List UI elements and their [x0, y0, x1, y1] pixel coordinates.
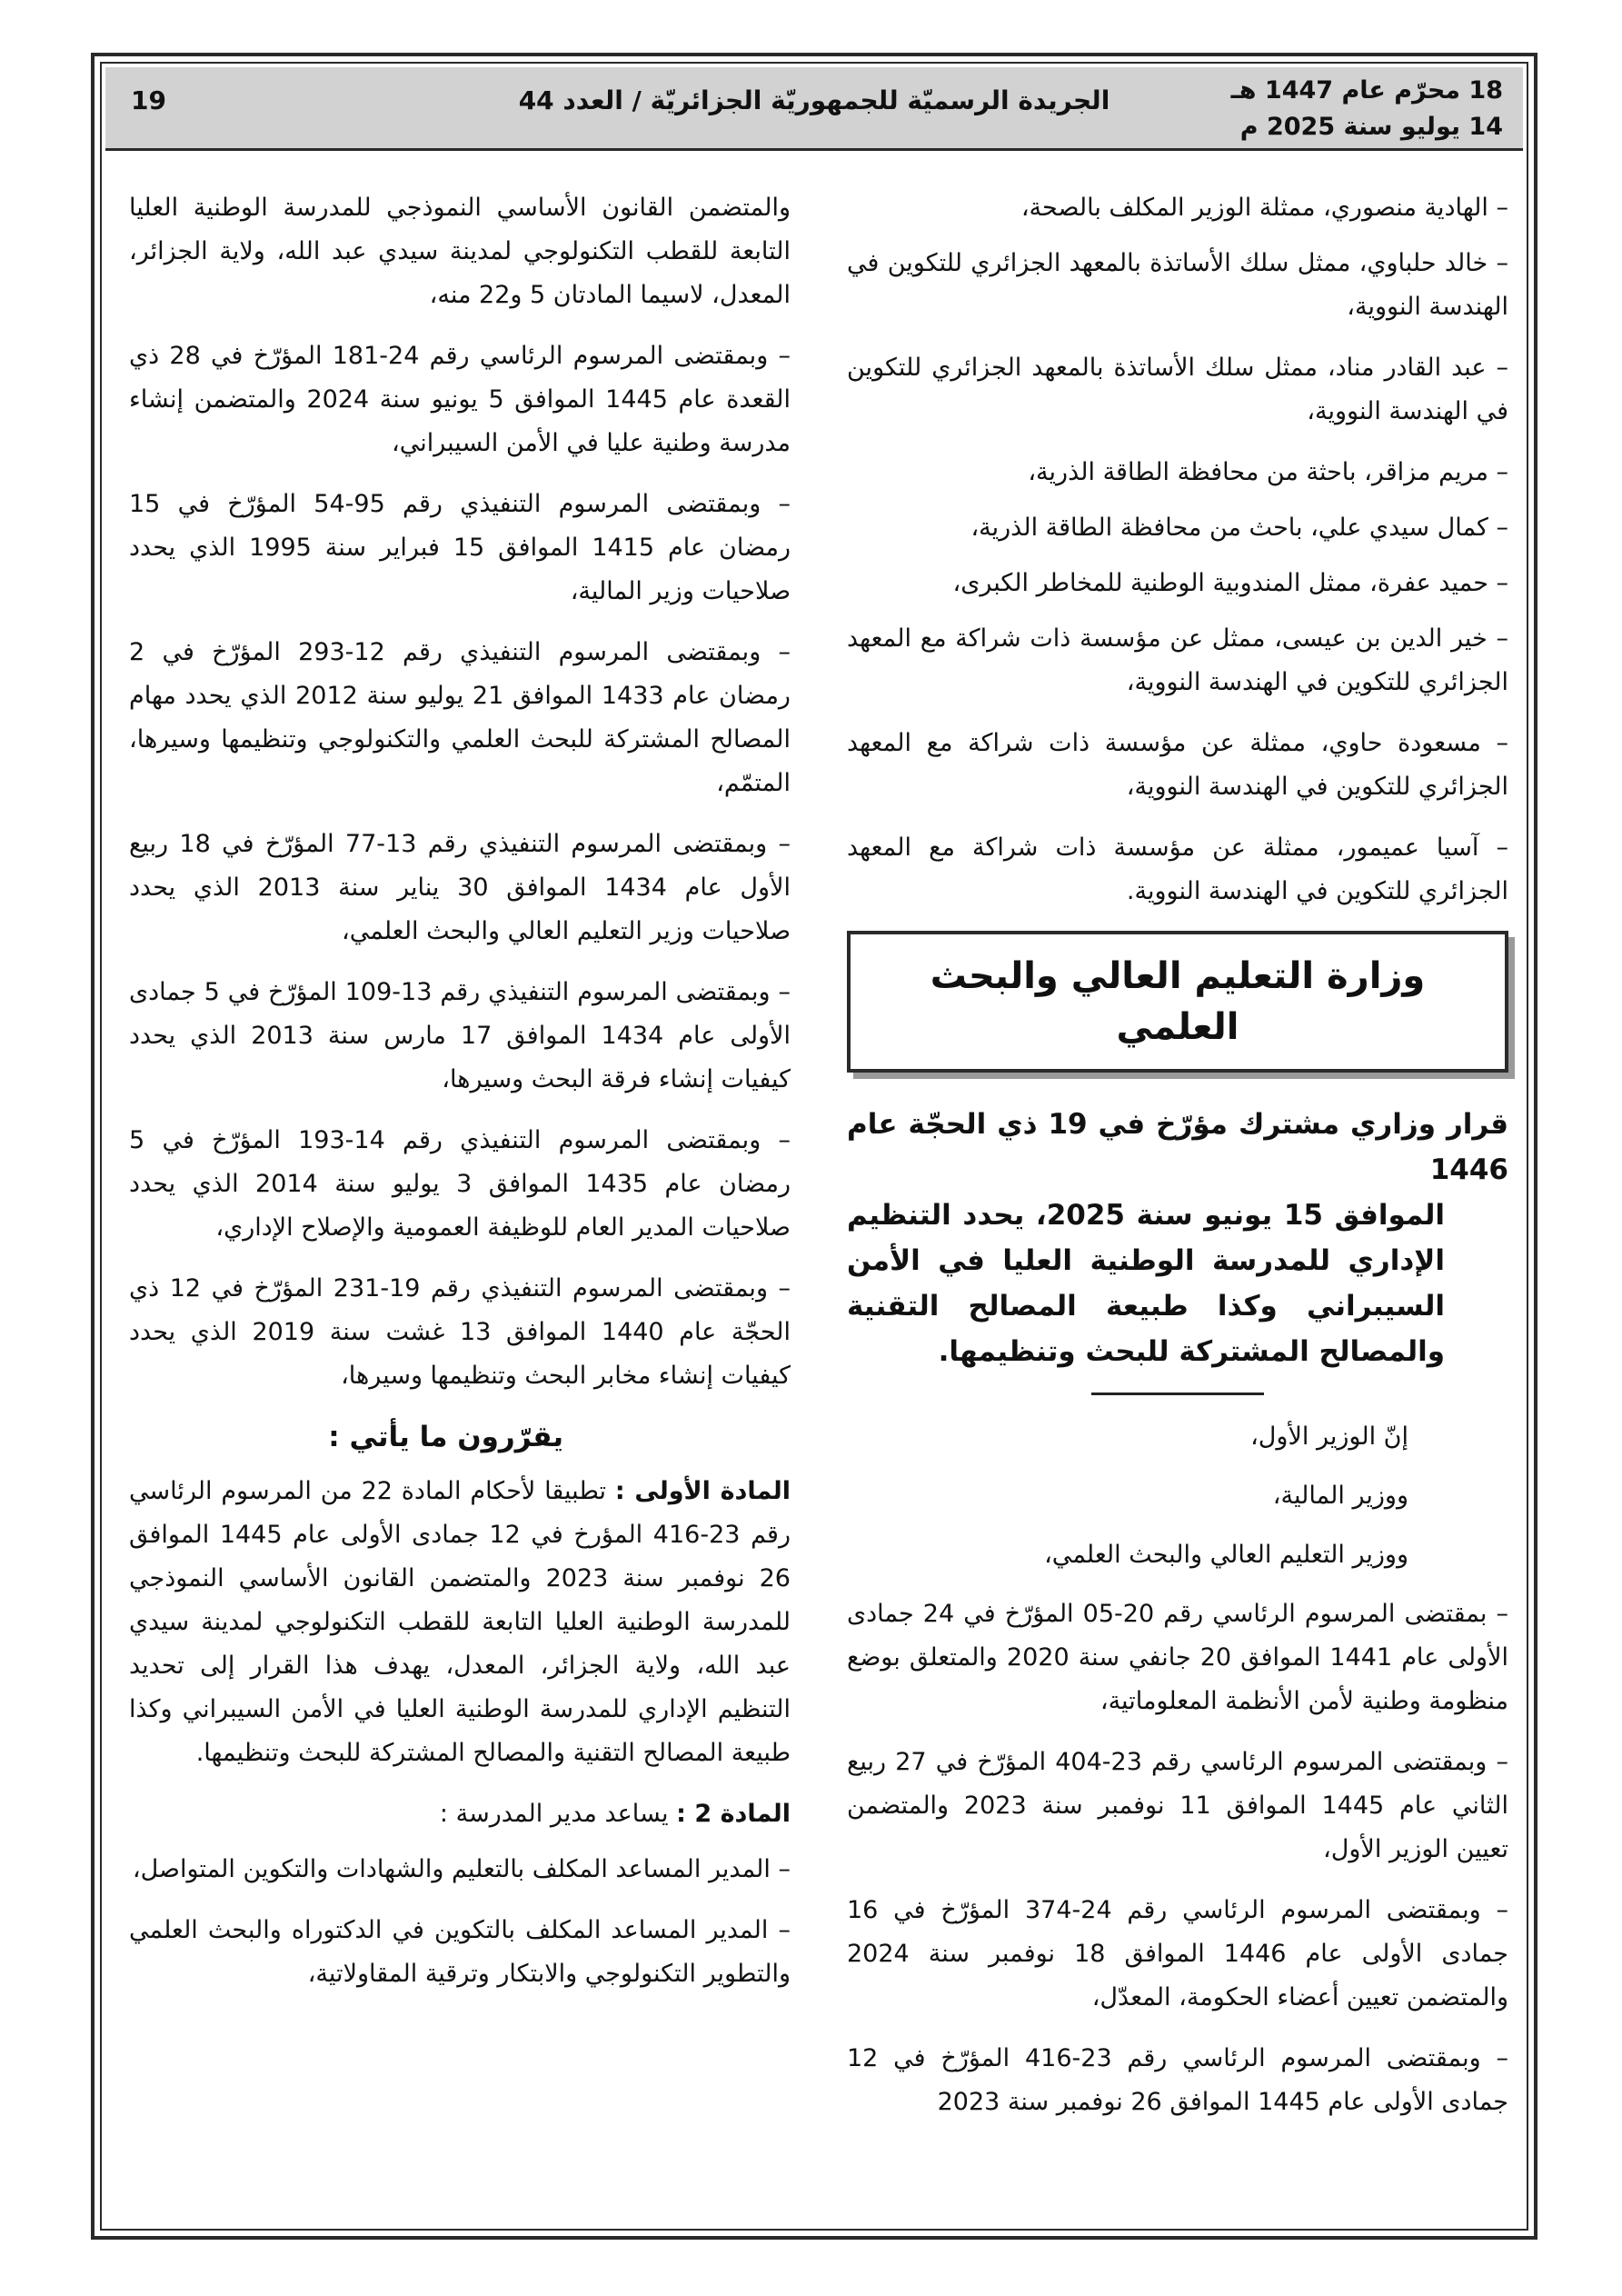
member-item: – مريم مزاقر، باحثة من محافظة الطاقة الذرية،: [1028, 458, 1508, 486]
consideration-item: – وبمقتضى المرسوم الرئاسي رقم 24-374 المؤرّخ في 16 جمادى الأولى عام 1446 الموافق 18 نوفمبر سنة 2024 والمتضمن تعيين أعضاء الحكومة، المعدّل،: [847, 1896, 1508, 2011]
decree-title-line1: قرار وزاري مشترك مؤرّخ في 19 ذي الحجّة عام 1446: [847, 1108, 1508, 1186]
consideration-item: – بمقتضى المرسوم الرئاسي رقم 20-05 المؤرّخ في 24 جمادى الأولى عام 1441 الموافق 20 جانفي سنة 2020 والمتعلق بوضع منظومة وطنية لأمن الأنظمة المعلوماتية،: [847, 1600, 1508, 1715]
article-2-item: – المدير المساعد المكلف بالتكوين في الدكتوراه والبحث العلمي والتطوير التكنولوجي والابتكار وترقية المقاولاتية،: [129, 1916, 791, 1988]
consideration-item: – وبمقتضى المرسوم الرئاسي رقم 23-416 المؤرّخ في 12 جمادى الأولى عام 1445 الموافق 26 نوفمبر سنة 2023: [847, 2044, 1508, 2116]
member-item: – خير الدين بن عيسى، ممثل عن مؤسسة ذات شراكة مع المعهد الجزائري للتكوين في الهندسة النووية،: [847, 624, 1508, 696]
page-header: [105, 67, 1523, 151]
consideration-item: – وبمقتضى المرسوم التنفيذي رقم 95-54 المؤرّخ في 15 رمضان عام 1415 الموافق 15 فبراير سنة 1995 الذي يحدد صلاحيات وزير المالية،: [129, 490, 791, 605]
ministry-heading: وزارة التعليم العالي والبحث العلمي: [847, 931, 1508, 1073]
consideration-item: – وبمقتضى المرسوم التنفيذي رقم 14-193 المؤرّخ في 5 رمضان عام 1435 الموافق 3 يوليو سنة 2014 الذي يحدد صلاحيات المدير العام للوظيفة العمومية والإصلاح الإداري،: [129, 1126, 791, 1242]
article-2-label: المادة 2 :: [676, 1800, 791, 1828]
left-column: [129, 186, 791, 2013]
article-1-text: تطبيقا لأحكام المادة 22 من المرسوم الرئاسي رقم 23-416 المؤرخ في 12 جمادى الأولى عام 1445 الموافق 26 نوفمبر سنة 2023 والمتضمن القانون الأساسي النموذجي للمدرسة الوطنية العليا التابعة للقطب التكنولوجي لمدينة سيدي عبد الله، ولاية الجزائر، المعدل، يهدف هذا القرار إلى تحديد التنظيم الإداري للمدرسة الوطنية العليا في الأمن السيبراني وكذا طبيعة المصالح التقنية والمصالح المشتركة للبحث وتنظيمها.: [129, 1477, 791, 1767]
right-column: [847, 186, 1508, 2141]
header-title: الجريدة الرسميّة للجمهوريّة الجزائريّة / العدد 44: [518, 85, 1110, 115]
signatory-line: ووزير التعليم العالي والبحث العلمي،: [1044, 1541, 1408, 1569]
page-number: 19: [131, 85, 166, 115]
consideration-item: – وبمقتضى المرسوم التنفيذي رقم 19-231 المؤرّخ في 12 ذي الحجّة عام 1440 الموافق 13 غشت سنة 2019 الذي يحدد كيفيات إنشاء مخابر البحث وتنظيمها وسيرها،: [129, 1274, 791, 1390]
signatory-line: إنّ الوزير الأول،: [1250, 1423, 1408, 1451]
member-item: – عبد القادر مناد، ممثل سلك الأساتذة بالمعهد الجزائري للتكوين في الهندسة النووية،: [847, 354, 1508, 425]
signatory-line: ووزير المالية،: [1272, 1482, 1408, 1510]
header-date-hijri: 18 محرّم عام 1447 هـ: [1230, 76, 1503, 105]
article-2-text: يساعد مدير المدرسة :: [439, 1800, 669, 1828]
decide-heading: يقرّرون ما يأتي :: [328, 1421, 563, 1453]
consideration-item: – وبمقتضى المرسوم الرئاسي رقم 23-404 المؤرّخ في 27 ربيع الثاني عام 1445 الموافق 11 نوفمبر سنة 2023 والمتضمن تعيين الوزير الأول،: [847, 1748, 1508, 1863]
consideration-item: – وبمقتضى المرسوم التنفيذي رقم 13-109 المؤرّخ في 5 جمادى الأولى عام 1434 الموافق 17 مارس سنة 2013 الذي يحدد كيفيات إنشاء فرقة البحث وسيرها،: [129, 978, 791, 1093]
decree-title-rest: الموافق 15 يونيو سنة 2025، يحدد التنظيم الإداري للمدرسة الوطنية العليا في الأمن السيبراني وكذا طبيعة المصالح التقنية والمصالح المشتركة للبحث وتنظيمها.: [847, 1199, 1445, 1368]
member-item: – حميد عفرة، ممثل المندوبية الوطنية للمخاطر الكبرى،: [952, 569, 1508, 597]
consideration-item: – وبمقتضى المرسوم الرئاسي رقم 24-181 المؤرّخ في 28 ذي القعدة عام 1445 الموافق 5 يونيو سنة 2024 والمتضمن إنشاء مدرسة وطنية عليا في الأمن السيبراني،: [129, 342, 791, 457]
article-1-label: المادة الأولى :: [614, 1477, 791, 1505]
member-item: – الهادية منصوري، ممثلة الوزير المكلف بالصحة،: [1020, 194, 1508, 222]
section-divider: [1091, 1393, 1264, 1395]
article-1: [129, 1470, 791, 1775]
consideration-item: – وبمقتضى المرسوم التنفيذي رقم 12-293 المؤرّخ في 2 رمضان عام 1433 الموافق 21 يوليو سنة 2012 الذي يحدد مهام المصالح المشتركة للبحث العلمي والتكنولوجي وتنظيمها وسيرها، المتمّم،: [129, 638, 791, 797]
member-item: – كمال سيدي علي، باحث من محافظة الطاقة الذرية،: [970, 514, 1508, 542]
member-item: – مسعودة حاوي، ممثلة عن مؤسسة ذات شراكة مع المعهد الجزائري للتكوين في الهندسة النووية،: [847, 729, 1508, 801]
member-item: – خالد حلباوي، ممثل سلك الأساتذة بالمعهد الجزائري للتكوين في الهندسة النووية،: [847, 249, 1508, 321]
decree-title: [847, 1102, 1508, 1374]
article-2-item: – المدير المساعد المكلف بالتعليم والشهادات والتكوين المتواصل،: [132, 1855, 791, 1883]
article-2: [129, 1792, 791, 1836]
intro-paragraph: والمتضمن القانون الأساسي النموذجي للمدرسة الوطنية العليا التابعة للقطب التكنولوجي لمدينة سيدي عبد الله، ولاية الجزائر، المعدل، لاسيما المادتان 5 و22 منه،: [129, 194, 791, 309]
consideration-item: – وبمقتضى المرسوم التنفيذي رقم 13-77 المؤرّخ في 18 ربيع الأول عام 1434 الموافق 30 يناير سنة 2013 الذي يحدد صلاحيات وزير التعليم العالي والبحث العلمي،: [129, 830, 791, 945]
header-date-gregorian: 14 يوليو سنة 2025 م: [1239, 113, 1503, 141]
member-item: – آسيا عميمور، ممثلة عن مؤسسة ذات شراكة مع المعهد الجزائري للتكوين في الهندسة النووية.: [847, 834, 1508, 905]
